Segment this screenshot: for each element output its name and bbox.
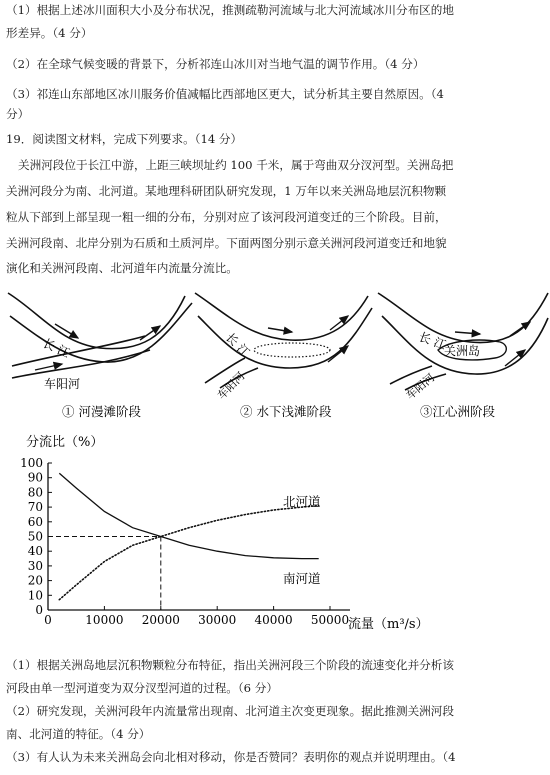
text-line: （3）有人认为未来关洲岛会向北相对移动，你是否赞同？表明你的观点并说明理由。（4 <box>6 750 456 764</box>
y-tick-label: 50 <box>27 529 43 544</box>
stage-caption: ① 河漫滩阶段 <box>62 404 141 419</box>
tributary-label: 车阳河 <box>403 371 438 403</box>
x-tick-label: 0 <box>44 613 52 627</box>
text-line: （3）祁连山东部地区冰川服务价值减幅比西部地区更大，试分析其主要自然原因。（4 <box>6 87 444 101</box>
y-tick-label: 80 <box>27 485 43 500</box>
river-evolution-diagram <box>0 288 550 428</box>
series-line-south <box>59 473 318 558</box>
text-line: 关洲河段位于长江中游，上距三峡坝址约 100 千米，属于弯曲双分汊河型。关洲岛把 <box>18 158 454 172</box>
y-tick-label: 70 <box>27 500 43 515</box>
panel-floodplain <box>8 293 192 419</box>
x-tick-label: 40000 <box>254 613 293 627</box>
y-axis-label: 分流比（%） <box>26 435 104 450</box>
river-bank-inner <box>10 303 192 362</box>
series-line-north <box>59 506 318 600</box>
text-line: 南、北河道的特征。（4 分） <box>6 727 151 741</box>
river-label: 长 江 <box>222 330 253 360</box>
text-line: 河段由单一型河道变为双分汊型河道的过程。（6 分） <box>6 681 278 695</box>
text-line: 分） <box>6 107 30 121</box>
island-label: 关洲岛 <box>444 344 481 358</box>
series-label-south: 南河道 <box>283 571 321 586</box>
panel-midchannel-island <box>378 293 548 419</box>
text-line: 形差异。（4 分） <box>6 26 93 40</box>
x-tick-label: 50000 <box>310 613 350 627</box>
y-tick-label: 90 <box>27 470 43 485</box>
tributary-label: 车阳河 <box>44 377 81 391</box>
panel-shoal <box>195 293 372 419</box>
text-line: （1）根据关洲岛地层沉积物颗粒分布特征，指出关洲河段三个阶段的流速变化并分析该 <box>6 658 454 672</box>
flow-arrow <box>140 326 160 340</box>
question-19-heading: 19．阅读图文材料，完成下列要求。（14 分） <box>6 132 243 146</box>
text-line: 关洲河段南、北岸分别为石质和土质河岸。下面两图分别示意关洲河段河道变迁和地貌 <box>6 236 447 250</box>
river-label: 长 江 <box>40 336 72 361</box>
text-line: 关洲河段分为南、北河道。某地理科研团队研究发现，1 万年以来关洲岛地层沉积物颗 <box>6 184 447 198</box>
tributary-bank <box>12 336 145 366</box>
text-line: （2）研究发现，关洲河段年内流量常出现南、北河道主次变更现象。据此推测关洲河段 <box>6 704 454 718</box>
x-tick-label: 30000 <box>198 613 237 627</box>
flow-arrow <box>455 332 480 334</box>
flow-arrow <box>510 322 530 336</box>
y-tick-label: 30 <box>27 558 43 573</box>
underwater-shoal <box>254 343 330 357</box>
text-line: （1）根据上述冰川面积大小及分布状况，推测疏勒河流域与北大河流域冰川分布区的地 <box>6 3 454 17</box>
text-line: 演化和关洲河段南、北河道年内流量分流比。 <box>6 261 238 275</box>
flow-arrow <box>328 346 348 362</box>
river-bank-outer <box>378 293 548 343</box>
x-tick-labels <box>44 606 349 627</box>
diversion-ratio-chart <box>0 430 550 650</box>
stage-caption: ② 水下浅滩阶段 <box>240 404 332 419</box>
river-label: 长 江 <box>416 329 448 353</box>
y-tick-label: 0 <box>35 603 43 617</box>
y-tick-label: 20 <box>27 573 43 588</box>
y-tick-label: 40 <box>27 544 43 559</box>
text-line: （2）在全球气候变暖的背景下，分析祁连山冰川对当地气温的调节作用。（4 分） <box>6 57 425 71</box>
x-axis-label: 流量（m³/s） <box>348 617 429 632</box>
y-tick-label: 100 <box>20 456 43 470</box>
x-tick-label: 20000 <box>141 613 180 627</box>
y-tick-label: 10 <box>27 588 43 603</box>
stage-caption: ③江心洲阶段 <box>420 404 496 419</box>
chart-series <box>48 473 319 610</box>
y-tick-labels <box>20 456 52 617</box>
river-bank-outer <box>195 293 368 340</box>
text-line: 粒从下部到上部呈现一粗一细的分布，分别对应了该河段河道变迁的三个阶段。目前， <box>6 210 447 224</box>
series-label-north: 北河道 <box>283 494 321 509</box>
tributary-bank <box>12 350 150 378</box>
x-tick-label: 10000 <box>85 613 124 627</box>
flow-arrow <box>268 328 292 332</box>
y-tick-label: 60 <box>27 514 43 529</box>
tributary-label: 车阳河 <box>214 369 248 403</box>
chart-axes <box>48 463 350 610</box>
